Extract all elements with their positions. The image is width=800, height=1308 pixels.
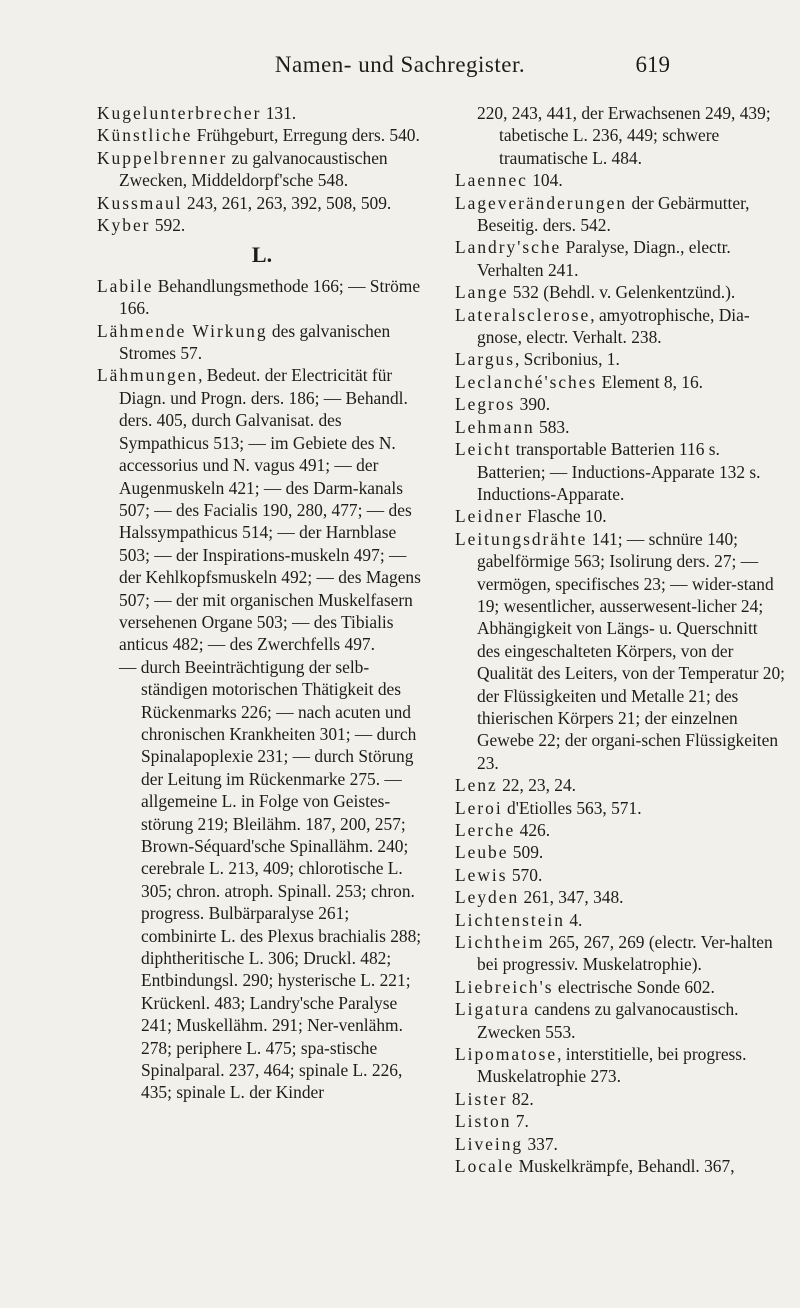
index-entry: [455, 819, 785, 841]
entry-text: 390.: [515, 394, 551, 415]
entry-text: 509.: [508, 842, 544, 863]
entry-headword: Ligatura: [455, 999, 530, 1020]
entry-headword: Kugelunterbrecher: [97, 103, 262, 123]
index-entry: [97, 102, 427, 124]
index-entry: [455, 236, 785, 281]
entry-headword: Lähmungen: [97, 365, 199, 386]
entry-text: des galvanischen Stromes 57.: [119, 320, 391, 364]
entry-continuation: 220, 243, 441, der Erwachsenen 249, 439; tabetische L. 236, 449; schwere traumatische L. 484.: [477, 103, 771, 168]
index-entry: [455, 774, 785, 796]
entry-headword: Künstliche: [97, 125, 193, 146]
entry-headword: Leyden: [455, 887, 520, 908]
index-entry: [97, 214, 427, 236]
entry-headword: Liebreich's: [455, 976, 554, 997]
entry-headword: Liveing: [455, 1133, 524, 1154]
left-column: [97, 102, 427, 1104]
index-entry: [455, 1133, 785, 1155]
index-entry: [455, 304, 785, 349]
entry-text: , Bedeut. der Electricität für Diagn. und Progn. ders. 186; — Behandl. ders. 405, durch Galvanisat. des Sympathicus 513; — im Gebiete des N. accessorius und N. vagus 491; — der Augenmuskeln 421; — des Darm-kanals 507; — des Facialis 190, 280, 477; — des Halssympathicus 514; — der Harnblase 503; — der Inspirations-muskeln 497; — der Kehlkopfsmuskeln 492; — des Magens 507; — der mit organischen Muskelfasern versehenen Organe 503; — des Tibialis anticus 482; — des Zwerchfells 497.: [119, 365, 421, 655]
section-letter: L.: [251, 242, 273, 268]
index-entry: [455, 1155, 785, 1177]
entry-headword: Locale: [455, 1156, 515, 1177]
entry-text: 532 (Behdl. v. Gelenkentzünd.).: [508, 282, 736, 303]
entry-text: Frühgeburt, Erregung ders. 540.: [192, 125, 420, 146]
index-entry: [455, 931, 785, 976]
entry-headword: Lister: [455, 1088, 508, 1109]
index-entry: [455, 528, 786, 774]
index-entry: [97, 147, 427, 192]
entry-headword: Liston: [455, 1111, 512, 1132]
index-entry: [455, 416, 785, 438]
index-entry: [455, 841, 785, 863]
entry-headword: Kyber: [97, 215, 151, 236]
index-entry: [97, 192, 427, 214]
entry-headword: Lichtheim: [455, 932, 545, 953]
index-entry: [455, 1088, 785, 1110]
entry-headword: Laennec: [455, 170, 528, 191]
entry-headword: Leclanché'sches: [455, 371, 598, 392]
entry-headword: Lateralsclerose: [455, 304, 591, 325]
entry-text: Behandlungsmethode 166; — Ströme 166.: [119, 275, 421, 319]
entry-text: , amyotrophische, Dia-gnose, electr. Verhalt. 238.: [477, 304, 750, 348]
entry-text: der Gebärmutter, Beseitig. ders. 542.: [477, 192, 750, 236]
entry-text: 570.: [507, 864, 543, 885]
index-entry: [455, 393, 785, 415]
running-head-title: Namen- und Sachregister.: [274, 52, 526, 77]
entry-text: , Scribonius, 1.: [514, 349, 620, 370]
entry-headword: Lerche: [455, 820, 516, 840]
index-entry: [455, 886, 785, 908]
entry-headword: Leube: [455, 842, 509, 863]
entry-text: 104.: [527, 170, 563, 191]
entry-text: Flasche 10.: [523, 506, 607, 527]
index-entry: [455, 192, 785, 237]
right-column: [455, 102, 785, 1178]
index-entry: [455, 371, 785, 393]
entry-text: Element 8, 16.: [597, 371, 704, 392]
entry-headword: Lange: [455, 282, 509, 303]
index-entry: [97, 275, 427, 320]
entry-text: , interstitielle, bei progress. Muskelatrophie 273.: [477, 1044, 747, 1087]
index-entry: [455, 505, 785, 527]
index-entry: [455, 998, 785, 1043]
index-entry: [455, 909, 785, 931]
entry-text: 583.: [534, 416, 570, 437]
entry-headword: Leicht: [455, 439, 512, 460]
index-entry: [455, 281, 785, 303]
page-number: 619: [635, 52, 670, 77]
entry-text: 141; — schnüre 140; gabelförmige 563; Isolirung ders. 27; — vermögen, specifisches 23; — wider-stand 19; wesentlicher, ausserwesent-licher 24; Abhängigkeit von Längs- u. Querschnitt des eingeschalteten Körpers, von der Qualität des Leiters, von der Temperatur 20; der Flüssigkeiten und Metalle 21; des thierischen Körpers 21; der einzelnen Gewebe 22; der organi-schen Flüssigkeiten 23.: [477, 528, 786, 773]
entry-text: Muskelkrämpfe, Behandl. 367,: [514, 1156, 735, 1177]
entry-headword: Labile: [97, 275, 154, 296]
index-entry: [455, 169, 785, 191]
entry-text: 592.: [150, 215, 186, 236]
entry-text: 426.: [515, 820, 551, 840]
entry-text: 4.: [564, 909, 583, 930]
entry-text: d'Etiolles 563, 571.: [502, 797, 642, 818]
entry-text: 131.: [261, 103, 297, 123]
entry-text: candens zu galvanocaustisch. Zwecken 553.: [477, 999, 739, 1042]
entry-text: 7.: [511, 1111, 529, 1132]
entry-text: 265, 267, 269 (electr. Ver-halten bei progressiv. Muskelatrophie).: [477, 932, 773, 975]
entry-text: 243, 261, 263, 392, 508, 509.: [182, 192, 392, 213]
entry-text: transportable Batterien 116 s. Batterien; — Inductions-Apparate 132 s. Inductions-Apparate.: [477, 439, 761, 504]
index-entry: [97, 124, 427, 146]
entry-headword: Lehmann: [455, 416, 535, 437]
entry-text: 261, 347, 348.: [519, 887, 624, 908]
entry-continuation: — durch Beeinträchtigung der selb-ständigen motorischen Thätigkeit des Rückenmarks 226; — nach acuten und chronischen Krankheiten 301; — durch Spinalapoplexie 231; — durch Störung der Leitung im Rückenmarke 275. — allgemeine L. in Folge von Geistes-störung 219; Bleilähm. 187, 200, 257; Brown-Séquard'sche Spinallähm. 240; cerebrale L. 213, 409; chlorotische L. 305; chron. atroph. Spinall. 253; chron. progress. Bulbärparalyse 261; combinirte L. des Plexus brachialis 288; diphtheritische L. 306; Druckl. 482; Entbindungsl. 290; hysterische L. 221; Krückenl. 483; Landry'sche Paralyse 241; Muskellähm. 291; Ner-venlähm. 278; periphere L. 475; spa-stische Spinalparal. 237, 464; spinale L. 226, 435; spinale L. der Kinder: [119, 656, 422, 1103]
entry-headword: Legros: [455, 394, 516, 415]
entry-headword: Leroi: [455, 797, 503, 818]
entry-headword: Lewis: [455, 864, 508, 885]
index-entry: [97, 364, 427, 655]
index-entry: [455, 976, 785, 998]
index-entry: [97, 320, 427, 365]
entry-headword: Lenz: [455, 775, 498, 796]
index-entry: [455, 864, 785, 886]
entry-headword: Landry'sche: [455, 237, 562, 258]
index-entry: [455, 1110, 785, 1132]
entry-text: 82.: [507, 1088, 534, 1109]
entry-headword: Kuppelbrenner: [97, 147, 228, 168]
entry-headword: Kussmaul: [97, 192, 183, 213]
entry-text: electrische Sonde 602.: [553, 976, 715, 997]
entry-text: 22, 23, 24.: [497, 775, 577, 796]
entry-text: 337.: [523, 1133, 558, 1154]
index-entry: [455, 797, 785, 819]
index-entry: [455, 348, 785, 370]
entry-headword: Lähmende Wirkung: [97, 320, 268, 341]
entry-headword: Lichtenstein: [455, 909, 565, 930]
index-entry: [455, 1043, 785, 1088]
entry-headword: Lageveränderungen: [455, 192, 628, 213]
entry-headword: Largus: [455, 349, 515, 370]
entry-headword: Leidner: [455, 506, 524, 527]
entry-headword: Leitungsdrähte: [455, 528, 588, 549]
index-entry: [455, 438, 785, 505]
running-head: [0, 46, 800, 86]
entry-headword: Lipomatose: [455, 1044, 558, 1065]
entry-text: Paralyse, Diagn., electr. Verhalten 241.: [477, 237, 731, 280]
entry-text: zu galvanocaustischen Zwecken, Middeldorpf'sche 548.: [119, 147, 388, 191]
